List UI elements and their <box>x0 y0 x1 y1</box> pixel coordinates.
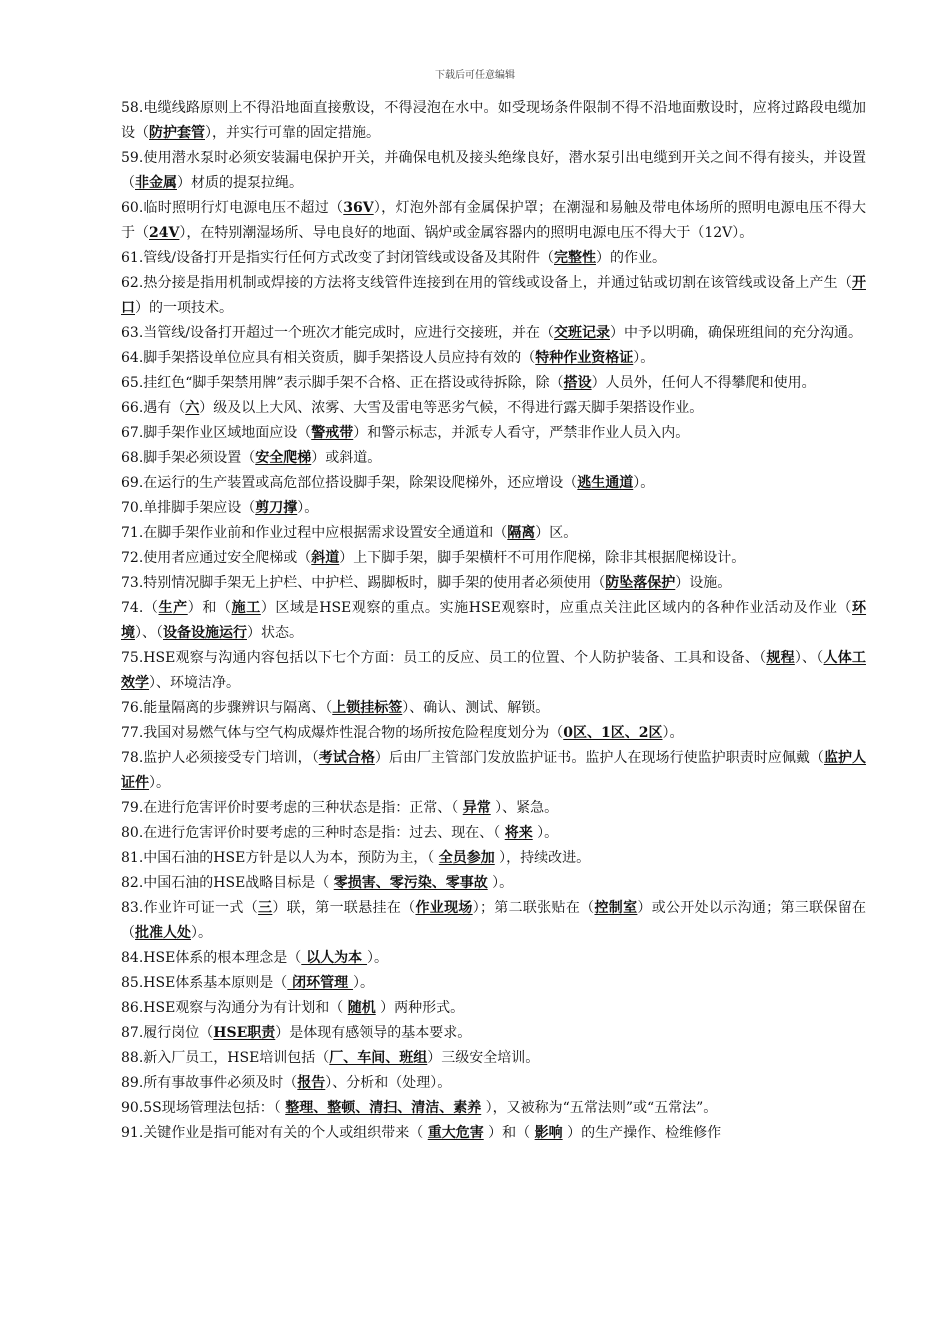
answer-text: 24V <box>149 225 180 241</box>
answer-text: 厂、车间、班组 <box>329 1050 428 1066</box>
question-text: ），灯泡外部有金属保护罩；在潮湿和易触及带电体场所的照明电源电压不得大于（ <box>121 200 867 241</box>
answer-text: 零损害、零污染、零事故 <box>333 875 488 891</box>
question-text: 75.HSE观察与沟通内容包括以下七个方面：员工的反应、员工的位置、个人防护装备、工具和设备、（ <box>121 650 767 666</box>
answer-text: 报告 <box>297 1075 326 1091</box>
answer-text: 考试合格 <box>318 750 375 766</box>
answer-text: 环境 <box>121 600 867 641</box>
question-text: ）和（ <box>483 1125 535 1141</box>
question-text: ）；第二联张贴在（ <box>472 900 595 916</box>
answer-text: 搭设 <box>563 375 592 391</box>
question-item <box>121 596 866 646</box>
question-text: ）、（ <box>135 625 163 641</box>
question-text: 76.能量隔离的步骤辨识与隔离、（ <box>121 700 333 716</box>
answer-text: HSE职责 <box>213 1025 276 1041</box>
question-text: ）。 <box>353 975 375 991</box>
question-item <box>121 146 866 196</box>
question-item <box>121 496 866 521</box>
question-text: 69.在运行的生产装置或高危部位搭设脚手架，除架设爬梯外，还应增设（ <box>121 475 578 491</box>
question-list <box>121 96 866 1146</box>
question-text: 59.使用潜水泵时必须安装漏电保护开关，并确保电机及接头绝缘良好，潜水泵引出电缆到开关之间不得有接头，并设置（ <box>121 150 866 191</box>
question-text: ）。 <box>487 875 514 891</box>
question-text: 73.特别情况脚手架无上护栏、中护栏、踢脚板时，脚手架的使用者必须使用（ <box>121 575 606 591</box>
question-item <box>121 321 866 346</box>
answer-text: 警戒带 <box>311 425 354 441</box>
question-text: 66.遇有（ <box>121 400 186 416</box>
page-header: 下载后可任意编辑 <box>435 70 515 81</box>
question-text: ）和（ <box>187 600 232 616</box>
answer-text: 监护人证件 <box>121 750 867 791</box>
question-text: ），持续改进。 <box>494 850 591 866</box>
question-text: ）和警示标志，并派专人看守，严禁非作业人员入内。 <box>353 425 690 441</box>
question-text: 64.脚手架搭设单位应具有相关资质，脚手架搭设人员应持有效的（ <box>121 350 536 366</box>
answer-text: 施工 <box>231 600 261 616</box>
question-item <box>121 796 866 821</box>
answer-text: 生产 <box>158 600 188 616</box>
question-text: 72.使用者应通过安全爬梯或（ <box>121 550 312 566</box>
question-item <box>121 746 866 796</box>
question-text: 85.HSE体系基本原则是（ <box>121 975 288 991</box>
answer-text: 以人为本 <box>301 950 368 966</box>
question-item <box>121 871 866 896</box>
question-text: ）。 <box>633 350 655 366</box>
question-item <box>121 246 866 271</box>
question-text: 65.挂红色“脚手架禁用牌”表示脚手架不合格、正在搭设或待拆除，除（ <box>121 375 564 391</box>
question-text: ）区域是HSE观察的重点。实施HSE观察时，应重点关注此区域内的各种作业活动及作业（ <box>260 600 853 616</box>
question-text: 63.当管线/设备打开超过一个班次才能完成时，应进行交接班，并在（ <box>121 325 554 341</box>
question-text: ），又被称为“五常法则”或“五常法”。 <box>481 1100 718 1116</box>
answer-text: 防护套管 <box>149 125 205 141</box>
question-item <box>121 571 866 596</box>
question-item <box>121 1121 866 1146</box>
question-text: 83.作业许可证一式（ <box>121 900 259 916</box>
question-text: ）。 <box>149 775 170 791</box>
question-item <box>121 446 866 471</box>
answer-text: 规程 <box>766 650 795 666</box>
question-text: ）、环境洁净。 <box>149 675 240 691</box>
answer-text: 影响 <box>534 1125 563 1141</box>
question-text: 67.脚手架作业区域地面应设（ <box>121 425 312 441</box>
question-text: ）、（ <box>794 650 824 666</box>
question-text: ）的作业。 <box>595 250 666 266</box>
question-text: ）两种形式。 <box>375 1000 465 1016</box>
question-item <box>121 421 866 446</box>
question-item <box>121 396 866 421</box>
question-item <box>121 721 866 746</box>
answer-text: 剪刀撑 <box>255 500 298 516</box>
question-text: ）、紧急。 <box>490 800 559 816</box>
question-text: ），并实行可靠的固定措施。 <box>205 125 380 141</box>
question-item <box>121 96 866 146</box>
answer-text: 作业现场 <box>415 900 473 916</box>
answer-text: 人体工效学 <box>121 650 866 691</box>
question-text: ）的生产操作、检维修作 <box>562 1125 722 1141</box>
answer-text: 整理、整顿、清扫、清洁、素养 <box>285 1100 482 1116</box>
question-text: ）的一项技术。 <box>135 300 233 316</box>
answer-text: 将来 <box>504 825 533 841</box>
question-item <box>121 346 866 371</box>
question-item <box>121 1046 866 1071</box>
answer-text: 隔离 <box>507 525 536 541</box>
question-item <box>121 821 866 846</box>
question-text: ）上下脚手架，脚手架横杆不可用作爬梯，除非其根据爬梯设计。 <box>339 550 746 566</box>
question-item <box>121 646 866 696</box>
answer-text: 交班记录 <box>553 325 610 341</box>
question-item <box>121 1071 866 1096</box>
question-text: 84.HSE体系的根本理念是（ <box>121 950 302 966</box>
answer-text: 闭环管理 <box>287 975 354 991</box>
answer-text: 开口 <box>121 275 866 316</box>
question-text: 82.中国石油的HSE战略目标是（ <box>121 875 334 891</box>
question-text: ）人员外，任何人不得攀爬和使用。 <box>591 375 816 391</box>
question-text: 58.电缆线路原则上不得沿地面直接敷设，不得浸泡在水中。如受现场条件限制不得不沿地面敷设时，应将过路段电缆加设（ <box>121 100 866 141</box>
question-item <box>121 196 866 246</box>
question-item <box>121 996 866 1021</box>
question-text: 87.履行岗位（ <box>121 1025 214 1041</box>
question-text: 74.（ <box>121 600 159 616</box>
question-item <box>121 971 866 996</box>
answer-text: 随机 <box>347 1000 376 1016</box>
answer-text: 36V <box>343 200 374 216</box>
question-text: 79.在进行危害评价时要考虑的三种状态是指：正常、（ <box>121 800 463 816</box>
answer-text: 控制室 <box>594 900 638 916</box>
answer-text: 全员参加 <box>438 850 495 866</box>
question-text: ）或公开处以示沟通；第三联保留在（ <box>121 900 867 941</box>
question-text: 88.新入厂员工，HSE培训包括（ <box>121 1050 330 1066</box>
answer-text: 上锁挂标签 <box>332 700 403 716</box>
question-item <box>121 1021 866 1046</box>
question-text: 91.关键作业是指可能对有关的个人或组织带来（ <box>121 1125 428 1141</box>
question-item <box>121 896 866 946</box>
answer-text: 批准人处 <box>135 925 191 941</box>
answer-text: 特种作业资格证 <box>535 350 634 366</box>
question-item <box>121 546 866 571</box>
answer-text: 非金属 <box>135 175 177 191</box>
question-text: 89.所有事故事件必须及时（ <box>121 1075 298 1091</box>
question-text: 68.脚手架必须设置（ <box>121 450 256 466</box>
question-text: ）或斜道。 <box>311 450 382 466</box>
question-item <box>121 946 866 971</box>
question-text: 77.我国对易燃气体与空气构成爆炸性混合物的场所按危险程度划分为（ <box>121 725 564 741</box>
answer-text: 安全爬梯 <box>255 450 312 466</box>
question-item <box>121 1096 866 1121</box>
question-text: ）材质的提泵拉绳。 <box>177 175 303 191</box>
question-text: ）。 <box>532 825 559 841</box>
question-item <box>121 371 866 396</box>
question-text: ）。 <box>662 725 684 741</box>
answer-text: 完整性 <box>553 250 596 266</box>
answer-text: 异常 <box>462 800 491 816</box>
question-text: ）联，第一联悬挂在（ <box>272 900 416 916</box>
question-text: 81.中国石油的HSE方针是以人为本，预防为主，（ <box>121 850 439 866</box>
answer-text: 三 <box>258 900 273 916</box>
question-text: ）是体现有感领导的基本要求。 <box>275 1025 472 1041</box>
question-text: ）状态。 <box>247 625 303 641</box>
answer-text: 斜道 <box>311 550 340 566</box>
question-item <box>121 271 866 321</box>
question-item <box>121 696 866 721</box>
question-text: ）、分析和（处理）。 <box>325 1075 452 1091</box>
answer-text: 0区、1区、2区 <box>563 725 663 741</box>
question-text: 71.在脚手架作业前和作业过程中应根据需求设置安全通道和（ <box>121 525 508 541</box>
question-text: 60.临时照明行灯电源电压不超过（ <box>121 200 344 216</box>
question-text: 78.监护人必须接受专门培训，（ <box>121 750 319 766</box>
question-text: ）设施。 <box>675 575 732 591</box>
answer-text: 设备设施运行 <box>163 625 247 641</box>
question-text: ）、确认、测试、解锁。 <box>402 700 550 716</box>
question-text: ）中予以明确，确保班组间的充分沟通。 <box>609 325 862 341</box>
question-item <box>121 846 866 871</box>
question-text: ）。 <box>367 950 389 966</box>
question-text: ）。 <box>633 475 655 491</box>
question-text: ）三级安全培训。 <box>427 1050 540 1066</box>
question-text: ）级及以上大风、浓雾、大雪及雷电等恶劣气候，不得进行露天脚手架搭设作业。 <box>199 400 704 416</box>
question-item <box>121 521 866 546</box>
question-item <box>121 471 866 496</box>
question-text: ），在特别潮湿场所、导电良好的地面、锅炉或金属容器内的照明电源电压不得大于（12V）。 <box>179 225 754 241</box>
question-text: 70.单排脚手架应设（ <box>121 500 256 516</box>
question-text: ）。 <box>297 500 319 516</box>
question-text: 80.在进行危害评价时要考虑的三种时态是指：过去、现在、（ <box>121 825 505 841</box>
answer-text: 逃生通道 <box>577 475 634 491</box>
answer-text: 六 <box>185 400 200 416</box>
answer-text: 重大危害 <box>427 1125 484 1141</box>
question-text: 61.管线/设备打开是指实行任何方式改变了封闭管线或设备及其附件（ <box>121 250 554 266</box>
question-text: 86.HSE观察与沟通分为有计划和（ <box>121 1000 348 1016</box>
question-text: ）后由厂主管部门发放监护证书。监护人在现场行使监护职责时应佩戴（ <box>374 750 824 766</box>
question-text: 90.5S现场管理法包括：（ <box>121 1100 286 1116</box>
question-text: ）区。 <box>535 525 578 541</box>
question-text: ）。 <box>191 925 212 941</box>
question-text: 62.热分接是指用机制或焊接的方法将支线管件连接到在用的管线或设备上，并通过钻或切割在该管线或设备上产生（ <box>121 275 852 291</box>
answer-text: 防坠落保护 <box>605 575 676 591</box>
